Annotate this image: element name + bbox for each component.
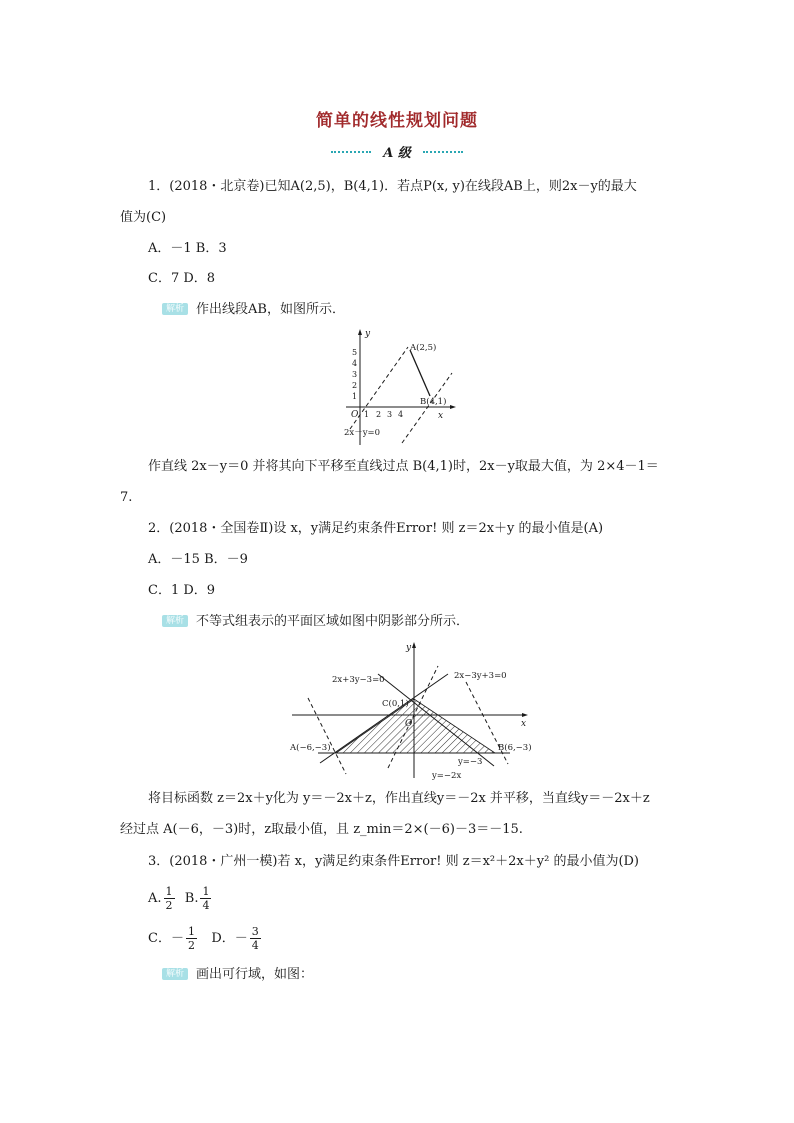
q3-option-d-prefix: D．－ <box>211 931 248 946</box>
q1-analysis-line2: 作直线 2x－y＝0 并将其向下平移至直线过点 B(4,1)时，2x－y取最大值，为 2×4－1＝ <box>148 459 659 474</box>
q1-x-tick-3: 3 <box>387 410 393 419</box>
q1-point-b-label: B(4,1) <box>420 397 447 407</box>
q3-option-b-denominator: 4 <box>202 899 210 912</box>
q2-point-c-label: C(0,1) <box>382 699 409 709</box>
q2-options-ab: A．－15 B．－9 <box>148 552 248 567</box>
q3-option-b-fraction <box>200 885 211 912</box>
q1-x-axis-label: x <box>438 411 444 421</box>
q1-options-cd: C．7 D．8 <box>148 271 216 286</box>
q3-option-a-prefix: A. <box>148 891 162 906</box>
q2-line1-label: 2x+3y−3=0 <box>332 675 385 685</box>
level-dots-left <box>331 151 371 153</box>
q2-analysis-text: 不等式组表示的平面区域如图中阴影部分所示． <box>196 614 470 629</box>
level-label: A 级 <box>383 146 411 161</box>
q3-options-ab <box>148 884 213 914</box>
q1-x-tick-4: 4 <box>398 410 404 419</box>
q2-analysis-line3: 经过点 A(－6，－3)时，z取最小值，且 z_min＝2×(－6)－3＝－15. <box>120 822 523 837</box>
q3-option-a-denominator: 2 <box>165 899 173 912</box>
q3-options-cd <box>148 924 263 954</box>
q1-stem-line1: 1．(2018・北京卷)已知A(2,5)，B(4,1)．若点P(x, y)在线段AB上，则2x－y的最大 <box>148 179 637 194</box>
q1-origin-label: O <box>351 410 359 420</box>
q1-segment-ab <box>410 350 430 396</box>
q1-options-ab: A．－1 B．3 <box>148 241 227 256</box>
q2-line3-label: y=−3 <box>458 757 483 767</box>
q1-y-tick-5: 5 <box>352 348 358 357</box>
q1-y-tick-3: 3 <box>352 370 358 379</box>
q2-point-b-label: B(6,−3) <box>498 743 532 753</box>
q1-point-a-label: A(2,5) <box>410 343 437 353</box>
q1-y-tick-1: 1 <box>352 392 358 401</box>
q3-option-c-prefix: C．－ <box>148 931 184 946</box>
q1-x-tick-2: 2 <box>376 410 382 419</box>
q1-y-tick-4: 4 <box>352 359 358 368</box>
analysis-tag: 解析 <box>162 303 188 315</box>
q3-option-d-numerator: 3 <box>251 925 259 938</box>
q3-option-c-fraction <box>186 925 197 952</box>
q1-analysis-line3: 7. <box>120 490 133 505</box>
q2-figure <box>288 638 532 780</box>
q3-option-b-prefix: B. <box>184 891 199 906</box>
q2-x-axis-label: x <box>521 719 527 729</box>
level-header <box>0 142 794 162</box>
q3-analysis-line1 <box>162 966 313 984</box>
q2-line2-label: 2x−3y+3=0 <box>454 671 507 681</box>
q2-options-cd: C．1 D．9 <box>148 583 216 598</box>
q1-y-tick-2: 2 <box>352 381 358 390</box>
q2-point-a-label: A(−6,−3) <box>290 743 331 753</box>
q3-option-c-numerator: 1 <box>187 925 195 938</box>
q1-analysis-line1 <box>162 301 345 319</box>
q2-shifted-line-left <box>308 698 346 774</box>
q3-option-a-numerator: 1 <box>165 885 173 898</box>
q3-option-a-fraction <box>164 885 175 912</box>
q1-y-axis-label: y <box>365 329 371 339</box>
q2-y-axis-label: y <box>406 643 412 653</box>
q3-option-d-fraction <box>250 925 261 952</box>
q3-analysis-text: 画出可行域，如图： <box>196 967 314 982</box>
page-title: 简单的线性规划问题 <box>316 111 478 131</box>
q1-figure <box>338 325 458 447</box>
q2-origin-label: O <box>405 719 413 729</box>
q3-stem: 3．(2018・广州一模)若 x，y满足约束条件Error! 则 z＝x²＋2x＋y² 的最小值为(D) <box>148 854 640 869</box>
analysis-tag: 解析 <box>162 968 188 980</box>
q2-stem: 2．(2018・全国卷Ⅱ)设 x，y满足约束条件Error! 则 z＝2x＋y 的最小值是(A) <box>148 521 604 536</box>
q1-stem-line2: 值为(C) <box>120 210 167 225</box>
q3-option-d-denominator: 4 <box>251 939 259 952</box>
q3-option-b-numerator: 1 <box>202 885 210 898</box>
q2-feasible-region <box>336 699 495 753</box>
q1-analysis-text: 作出线段AB，如图所示． <box>196 302 345 317</box>
analysis-tag: 解析 <box>162 615 188 627</box>
q1-shifted-line <box>402 373 452 443</box>
q1-line-label: 2x－y=0 <box>344 428 381 438</box>
level-dots-right <box>423 151 463 153</box>
q2-analysis-line1 <box>162 613 469 631</box>
q1-x-tick-1: 1 <box>364 410 370 419</box>
q2-line4-label: y=−2x <box>432 771 462 780</box>
q3-option-c-denominator: 2 <box>187 939 195 952</box>
q2-analysis-line2: 将目标函数 z＝2x＋y化为 y＝－2x＋z，作出直线y＝－2x 并平移，当直线y＝－2x＋z <box>148 791 650 806</box>
